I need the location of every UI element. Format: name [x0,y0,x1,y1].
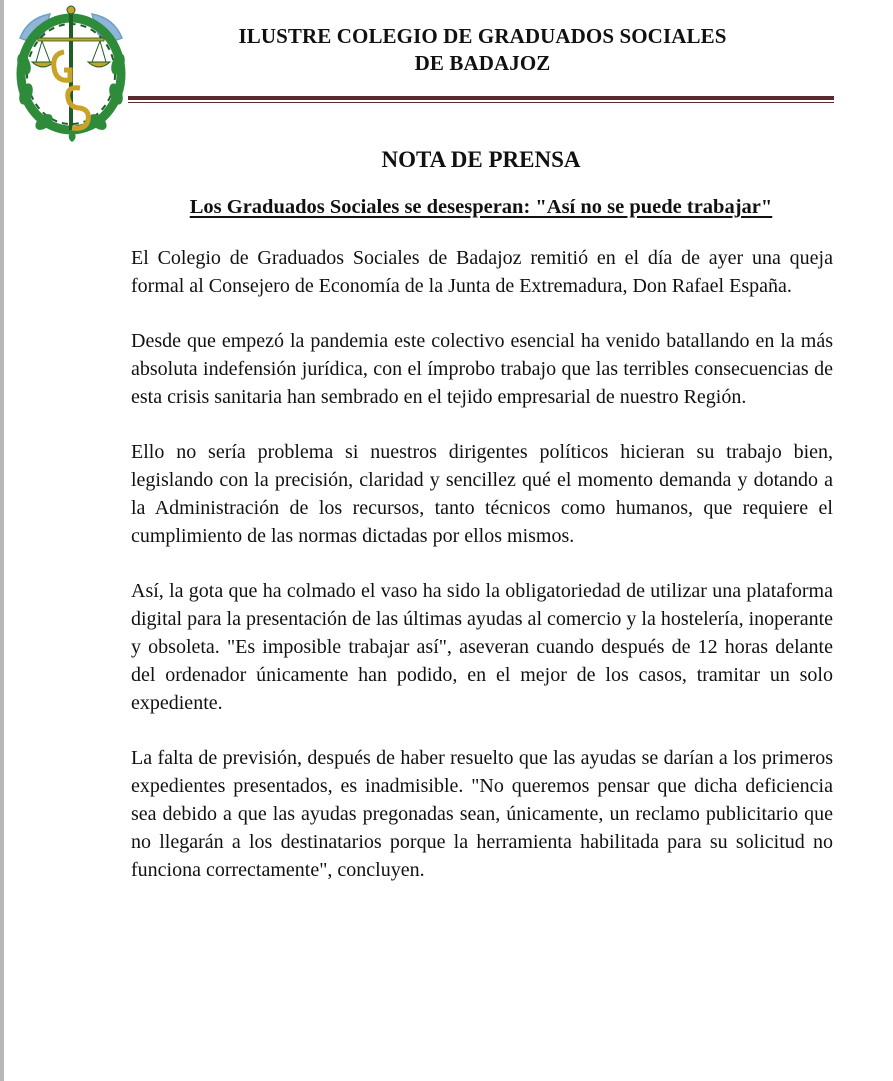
scales-of-justice-emblem-icon [14,4,128,144]
page-edge [0,0,4,1081]
header-divider-thin [128,102,834,103]
paragraph-4: Así, la gota que ha colmado el vaso ha sido la obligatoriedad de utilizar una plataforma digital para la presentación de las últimas ayudas al comercio y la hostelería, inoperante y obsoleta. "Es imposible trabajar así", aseveran cuando después de 12 horas delante del ordenador únicamente han podido, en el mejor de los casos, tramitar un solo expediente. [131,580,833,714]
paragraph-5: La falta de previsión, después de haber resuelto que las ayudas se darían a los primeros expedientes presentados, es inadmisible. "No queremos pensar que dicha deficiencia sea debido a que las ayudas pregonadas sean, únicamente, un reclamo publicitario que no llegarán a los destinatarios porque la herramienta habilitada para su solicitud no funciona correctamente", concluyen. [131,747,833,881]
paragraph-2: Desde que empezó la pandemia este colectivo esencial ha venido batallando en la más absoluta indefensión jurídica, con el ímprobo trabajo que las terribles consecuencias de esta crisis sanitaria han sembrado en el tejido empresarial de nuestro Región. [131,330,833,408]
paragraph-3: Ello no sería problema si nuestros dirigentes políticos hicieran su trabajo bien, legislando con la precisión, claridad y sencillez qué el momento demanda y dotando a la Administración de los recursos, tanto técnicos como humanos, que requiere el cumplimiento de las normas dictadas por ellos mismos. [131,441,833,547]
paragraph-1: El Colegio de Graduados Sociales de Badajoz remitió en el día de ayer una queja formal al Consejero de Economía de la Junta de Extremadura, Don Rafael España. [131,247,833,297]
institution-title-line2: DE BADAJOZ [414,51,551,75]
press-release-body [131,244,833,911]
header-divider-thick [128,96,834,100]
press-release-subtitle: Los Graduados Sociales se desesperan: "Así no se puede trabajar" [189,196,773,218]
institution-title-line1: ILUSTRE COLEGIO DE GRADUADOS SOCIALES [238,24,727,48]
press-release-heading: NOTA DE PRENSA [381,147,581,172]
